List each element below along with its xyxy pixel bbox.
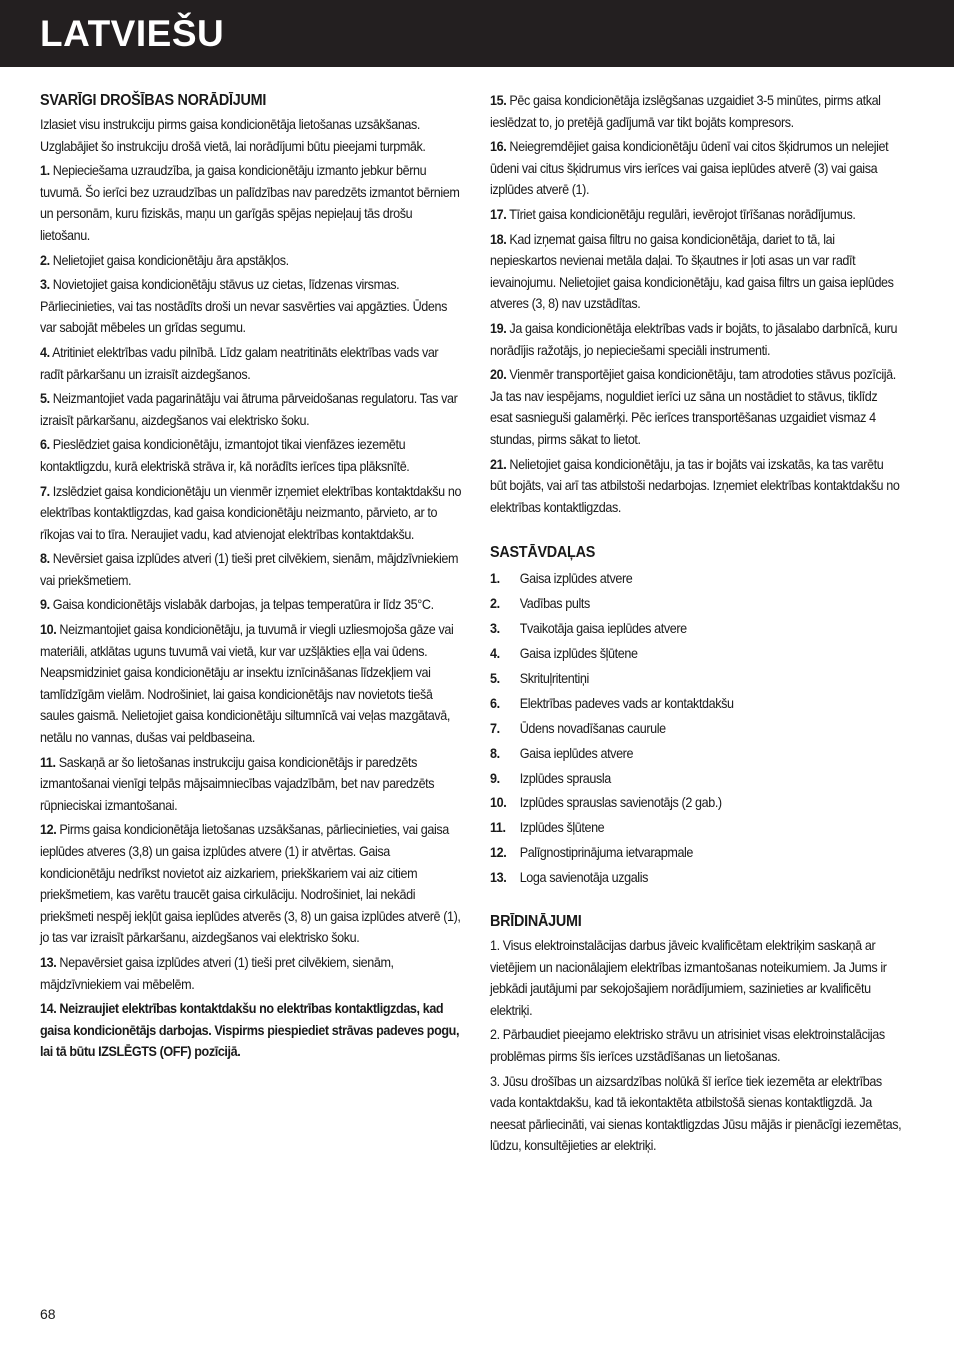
safety-item-2: 2. Nelietojiet gaisa kondicionētāju āra apstākļos. bbox=[40, 251, 289, 268]
safety-item-6: 6. Pieslēdziet gaisa kondicionētāju, izmantojot tikai vienfāzes iezemētu kontaktligzdu, kurā elektriskā strāva ir, kā norādīts ierīces tipa plāksnītē. bbox=[40, 436, 410, 474]
safety-item-11: 11. Saskaņā ar šo lietošanas instrukciju gaisa kondicionētājs ir paredzēts izmantošanai vienīgi telpās mājsaimniecības vajadzībām, bet nav paredzēts rūpnieciskai izmantošanai. bbox=[40, 753, 435, 813]
part-item-9: 9. Izplūdes sprausla bbox=[490, 769, 611, 786]
part-item-5: 5. Skrituļritentiņi bbox=[490, 669, 589, 686]
part-item-6: 6. Elektrības padeves vads ar kontaktdakšu bbox=[490, 694, 734, 711]
part-item-1: 1. Gaisa izplūdes atvere bbox=[490, 570, 633, 587]
safety-item-3: 3. Novietojiet gaisa kondicionētāju stāvus uz cietas, līdzenas virsmas. Pārliecinieties, vai tas nostādīts droši un nevar sasvērties vai apgāzties. Ūdens var sabojāt mēbeles un grīdas segumu. bbox=[40, 276, 448, 336]
safety-item-10: 10. Neizmantojiet gaisa kondicionētāju, ja tuvumā ir viegli uzliesmojoša gāze vai materiāli, atklātas uguns tuvumā vai vietā, kur var uzšļākties eļļa vai ūdens. Neapsmidziniet gaisa kondicionētāju ar insektu iznīcināšanas līdzekļiem vai tamlīdzīgām vielām. Nodrošiniet, lai gaisa kondicionētājs nav novietots tiešā saules gaismā. Nelietojiet gaisa kondicionētāju siltumnīcā vai veļas mazgātavā, netālu no vannas, dušas vai peldbaseina. bbox=[40, 621, 454, 746]
part-item-12: 12. Palīgnostiprinājuma ietvarapmale bbox=[490, 844, 694, 861]
warning-item-3: 3. Jūsu drošības un aizsardzības nolūkā šī ierīce tiek iezemēta ar elektrības vada kontaktdakšu, kad tā iekontaktēta atbilstošā sienas kontaktligzdā. Ja neesat pārliecināti, vai sienas kontaktligzdas Jūsu mājās ir pienācīgi iezemētas, lūdzu, konsultējieties ar elektriķi. bbox=[490, 1072, 902, 1154]
safety-item-9: 9. Gaisa kondicionētājs vislabāk darbojas, ja telpas temperatūra ir līdz 35°C. bbox=[40, 596, 434, 613]
safety-item-4: 4. Atritiniet elektrības vadu pilnībā. Līdz galam neatritināts elektrības vads var radīt pārkaršanu un izraisīt aizdegšanos. bbox=[40, 343, 439, 382]
warning-item-1: 1. Visus elektroinstalācijas darbus jāveic kvalificētam elektriķim saskaņā ar vietējiem un nacionālajiem elektrības izmantošanas noteikumiem. Ja Jums ir jebkādi jautājumi par sekojošajiem norādījumiem, sazinieties ar kvalificētu elektriķi. bbox=[490, 937, 887, 1018]
safety-intro: Izlasiet visu instrukciju pirms gaisa kondicionētāja lietošanas uzsākšanas. Uzglabājiet šo instrukciju drošā vietā, lai norādījumi būtu pieejami turpmāk. bbox=[40, 116, 426, 154]
safety-item-12: 12. Pirms gaisa kondicionētāja lietošanas uzsākšanas, pārliecinieties, vai gaisa ieplūdes atveres (3,8) un gaisa izplūdes atvere (1) ir atvērtas. Gaisa kondicionētāju nedrīkst novietot aiz aizkariem, priekškariem vai aiz citiem priekšmetiem, kas varētu traucēt gaisa cirkulāciju. Nodrošiniet, lai nekādi priekšmeti nespēj iekļūt gaisa ieplūdes atverēs (3, 8) un gaisa izplūdes atverē (1), jo tas var izraisīt pārkaršanu, aizdegšanos vai elektrisko šoku. bbox=[40, 821, 461, 946]
warnings-heading: BRĪDINĀJUMI bbox=[490, 913, 582, 931]
part-item-7: 7. Ūdens novadīšanas caurule bbox=[490, 719, 666, 736]
part-item-8: 8. Gaisa ieplūdes atvere bbox=[490, 744, 634, 761]
safety-item-18: 18. Kad izņemat gaisa filtru no gaisa kondicionētāja, dariet to tā, lai nepieskartos nevienai metāla daļai. To šķautnes ir ļoti asas un var radīt ievainojumu. Nelietojiet gaisa kondicionētāju, kad gaisa filtrs un gaisa ieplūdes atveres (3, 8) nav uzstādītas. bbox=[490, 230, 894, 312]
part-item-10: 10. Izplūdes sprauslas savienotājs (2 gab.) bbox=[490, 794, 722, 811]
parts-list bbox=[490, 566, 902, 890]
right-column bbox=[490, 90, 902, 1160]
warning-item-2: 2. Pārbaudiet pieejamo elektrisko strāvu un atrisiniet visas elektroinstalācijas problēmas pirms šīs ierīces uzstādīšanas un lietošanas. bbox=[490, 1026, 885, 1065]
safety-item-19: 19. Ja gaisa kondicionētāja elektrības vads ir bojāts, to jāsalabo darbnīcā, kuru norādījis ražotājs, jo nepieciešami speciāli instrumenti. bbox=[490, 319, 898, 358]
safety-item-17: 17. Tīriet gaisa kondicionētāju regulāri, ievērojot tīrīšanas norādījumus. bbox=[490, 205, 856, 222]
part-item-13: 13. Loga savienotāja uzgalis bbox=[490, 869, 648, 886]
part-item-2: 2. Vadības pults bbox=[490, 595, 590, 612]
part-item-11: 11. Izplūdes šļūtene bbox=[490, 819, 605, 836]
section-spacer bbox=[490, 521, 902, 542]
language-header-bar bbox=[0, 0, 954, 67]
safety-item-14: 14. Neizraujiet elektrības kontaktdakšu no elektrības kontaktligzdas, kad gaisa kondicionētājs darbojas. Vispirms piespiediet strāvas padeves pogu, lai tā būtu IZSLĒGTS (OFF) pozīcijā. bbox=[40, 1000, 460, 1060]
safety-item-16: 16. Neiegremdējiet gaisa kondicionētāju ūdenī vai citos šķidrumos un nelejiet ūdeni vai citus šķidrumus virs ierīces vai gaisa ieplūdes atverē (3) vai gaisa izplūdes atverē (1). bbox=[490, 138, 889, 198]
language-title: LATVIEŠU bbox=[40, 13, 225, 54]
safety-item-5: 5. Neizmantojiet vada pagarinātāju vai ātruma pārveidošanas regulatoru. Tas var izraisīt pārkaršanu, aizdegšanos vai elektrisko šoku. bbox=[40, 390, 458, 428]
section-spacer bbox=[490, 890, 902, 911]
safety-item-1: 1. Nepieciešama uzraudzība, ja gaisa kondicionētāju izmanto jebkur bērnu tuvumā. Šo ierīci bez uzraudzības un palīdzības nav paredzēts izmantot bērniem un personām, kuru fiziskās, maņu un garīgās spējas nepieļauj tās drošu lietošanu. bbox=[40, 162, 460, 243]
safety-item-8: 8. Nevērsiet gaisa izplūdes atveri (1) tieši pret cilvēkiem, sienām, mājdzīvniekiem vai priekšmetiem. bbox=[40, 550, 459, 588]
safety-item-15: 15. Pēc gaisa kondicionētāja izslēgšanas uzgaidiet 3-5 minūtes, pirms atkal ieslēdzat to, jo pretējā gadījumā var tikt bojāts kompresors. bbox=[490, 92, 881, 130]
page-number: 68 bbox=[40, 1306, 56, 1322]
parts-heading: SASTĀVDAĻAS bbox=[490, 544, 596, 562]
part-item-3: 3. Tvaikotāja gaisa ieplūdes atvere bbox=[490, 620, 687, 637]
safety-item-7: 7. Izslēdziet gaisa kondicionētāju un vienmēr izņemiet elektrības kontaktdakšu no elektrības kontaktligzdas, kad gaisa kondicionētāju neizmanto, pārvieto, ar to rīkojas vai to tīra. Neraujiet vadu, kad atvienojat elektrības kontaktdakšu. bbox=[40, 482, 462, 542]
left-column bbox=[40, 90, 463, 1066]
safety-item-20: 20. Vienmēr transportējiet gaisa kondicionētāju, tam atrodoties stāvus pozīcijā. Ja tas nav iespējams, noguldiet ierīci uz sāna un nostādiet to stāvus, tiklīdz esat sasnieguši galamērķi. Pēc ierīces transportēšanas uzgaidiet vismaz 4 stundas, pirms sākat to lietot. bbox=[490, 366, 896, 447]
safety-item-21: 21. Nelietojiet gaisa kondicionētāju, ja tas ir bojāts vai izskatās, ka tas varētu būt bojāts, vai arī tas atbilstoši nedarbojas. Izņemiet elektrības kontaktdakšu no elektrības kontaktligzdas. bbox=[490, 455, 900, 515]
safety-heading: SVARĪGI DROŠĪBAS NORĀDĪJUMI bbox=[40, 92, 267, 109]
part-item-4: 4. Gaisa izplūdes šļūtene bbox=[490, 645, 638, 661]
safety-item-13: 13. Nepavērsiet gaisa izplūdes atveri (1) tieši pret cilvēkiem, sienām, mājdzīvniekiem vai mēbelēm. bbox=[40, 953, 394, 992]
